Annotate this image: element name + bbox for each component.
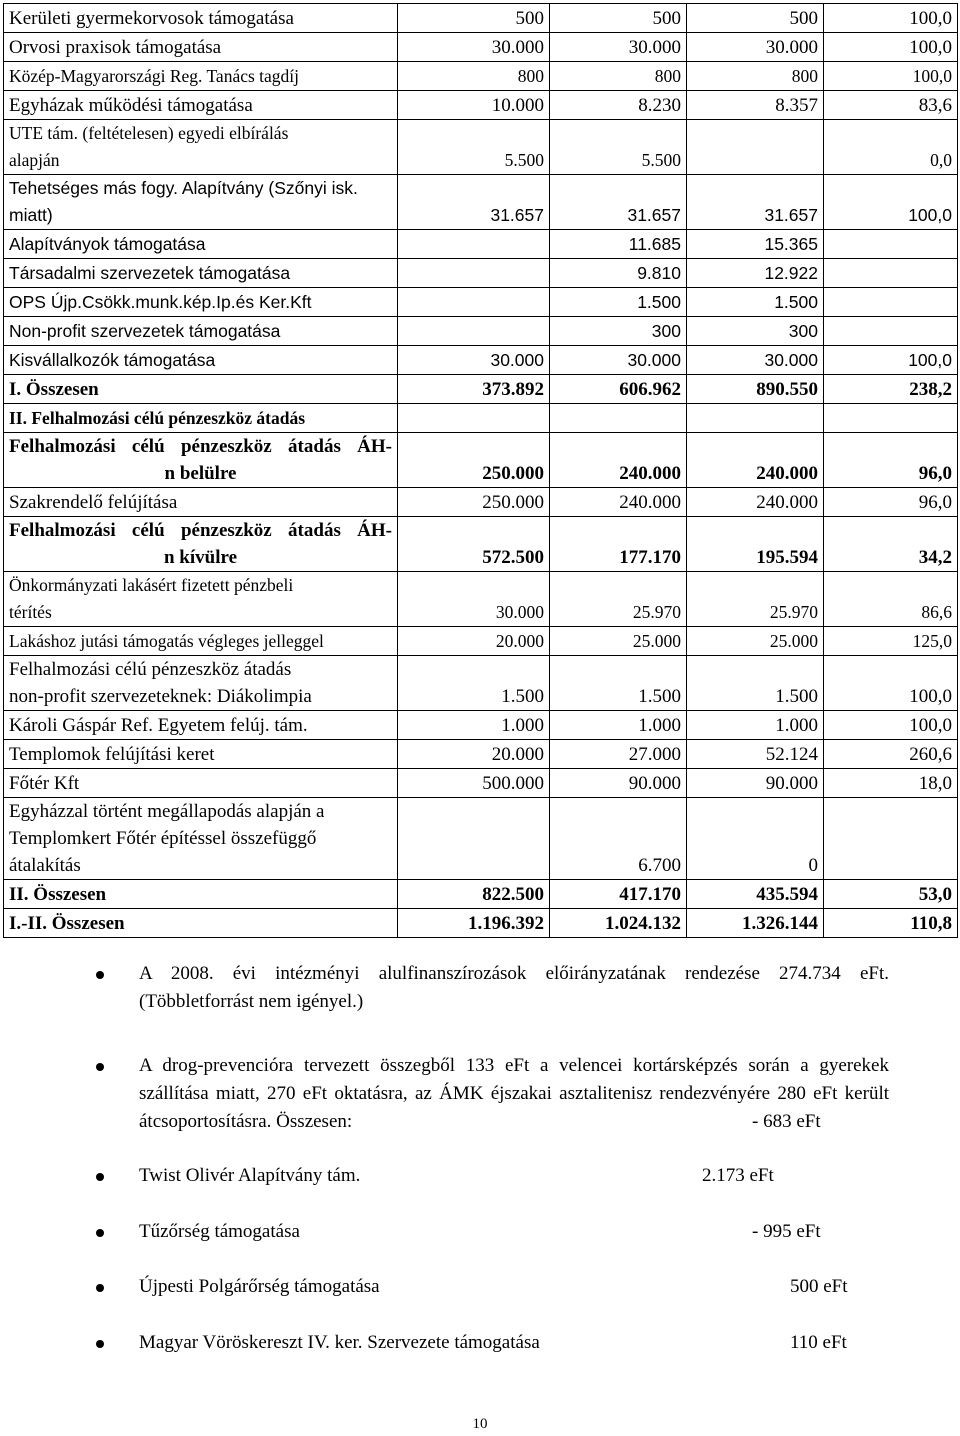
value-cell: 100,0 [824, 346, 958, 375]
row-label [4, 572, 398, 627]
value-cell: 1.500 [687, 288, 824, 317]
bullet-icon [96, 1340, 104, 1348]
budget-table [3, 3, 958, 938]
row-label [4, 517, 398, 572]
value-cell: 30.000 [398, 572, 550, 627]
row-label-line: Kerületi gyermekorvosok támogatása [9, 8, 294, 29]
note-text: A drog-prevencióra tervezett összegből 133 eFt a velencei kortársképzés során a gyerekek szállítása miatt, 270 eFt oktatásra, az ÁMK éjszakai asztalitenisz rendezvényére 280 eFt került átcsoportosításra. Összesen: [139, 1055, 889, 1132]
row-label [4, 259, 398, 288]
value-cell: 1.000 [550, 711, 687, 740]
value-cell: 100,0 [824, 33, 958, 62]
value-cell [550, 404, 687, 433]
value-cell: 25.000 [550, 627, 687, 656]
bullet-icon [96, 1063, 104, 1071]
note-text: Tűzőrség támogatása [139, 1221, 300, 1242]
row-label-line: I.-II. Összesen [9, 913, 125, 934]
row-label [4, 4, 398, 33]
table-row [4, 740, 958, 769]
value-cell: 18,0 [824, 769, 958, 798]
value-cell: 100,0 [824, 62, 958, 91]
value-cell: 100,0 [824, 175, 958, 230]
value-cell: 435.594 [687, 880, 824, 909]
row-label [4, 230, 398, 259]
row-label-line: I. Összesen [9, 379, 99, 400]
row-label [4, 404, 398, 433]
value-cell: 20.000 [398, 627, 550, 656]
value-cell: 30.000 [687, 33, 824, 62]
table-row [4, 656, 958, 711]
value-cell: 5.500 [550, 120, 687, 175]
value-cell: 1.326.144 [687, 909, 824, 938]
value-cell [824, 230, 958, 259]
value-cell [398, 288, 550, 317]
value-cell: 10.000 [398, 91, 550, 120]
note-item [102, 1218, 902, 1246]
note-amount: - 995 eFt [752, 1221, 821, 1242]
value-cell: 9.810 [550, 259, 687, 288]
value-cell: 177.170 [550, 517, 687, 572]
table-row [4, 711, 958, 740]
value-cell [398, 798, 550, 880]
value-cell: 800 [398, 62, 550, 91]
table-row [4, 230, 958, 259]
value-cell: 25.000 [687, 627, 824, 656]
table-row [4, 120, 958, 175]
table-row [4, 62, 958, 91]
page-number: 10 [472, 1416, 488, 1432]
value-cell: 1.000 [398, 711, 550, 740]
value-cell: 6.700 [550, 798, 687, 880]
table-row [4, 769, 958, 798]
value-cell: 300 [687, 317, 824, 346]
row-label-line: Kisvállalkozók támogatása [9, 350, 216, 370]
note-amount: 2.173 eFt [702, 1165, 774, 1186]
value-cell [398, 404, 550, 433]
value-cell: 240.000 [687, 433, 824, 488]
value-cell: 822.500 [398, 880, 550, 909]
row-label [4, 175, 398, 230]
row-label-line: Károli Gáspár Ref. Egyetem felúj. tám. [9, 715, 308, 736]
value-cell: 20.000 [398, 740, 550, 769]
row-label-line: II. Összesen [9, 884, 107, 905]
value-cell: 195.594 [687, 517, 824, 572]
value-cell: 110,8 [824, 909, 958, 938]
table-row [4, 175, 958, 230]
value-cell: 30.000 [550, 33, 687, 62]
value-cell: 1.500 [398, 656, 550, 711]
value-cell: 500 [550, 4, 687, 33]
value-cell: 52.124 [687, 740, 824, 769]
note-item [102, 1273, 902, 1301]
value-cell: 34,2 [824, 517, 958, 572]
value-cell [824, 317, 958, 346]
value-cell: 30.000 [398, 33, 550, 62]
row-label [4, 375, 398, 404]
value-cell: 0 [687, 798, 824, 880]
row-label [4, 656, 398, 711]
value-cell: 96,0 [824, 433, 958, 488]
row-label-line: Egyházzal történt megállapodás alapján a [9, 801, 325, 822]
value-cell: 373.892 [398, 375, 550, 404]
bullet-icon [96, 1173, 104, 1181]
row-label [4, 33, 398, 62]
row-label-line: II. Felhalmozási célú pénzeszköz átadás [9, 408, 306, 428]
value-cell: 100,0 [824, 656, 958, 711]
row-label-line: miatt) [9, 205, 53, 225]
row-label-line: átalakítás [9, 855, 81, 876]
table-row [4, 572, 958, 627]
table-row [4, 91, 958, 120]
row-label [4, 909, 398, 938]
value-cell: 1.196.392 [398, 909, 550, 938]
value-cell: 31.657 [550, 175, 687, 230]
value-cell: 30.000 [687, 346, 824, 375]
note-item [102, 960, 902, 1016]
value-cell: 31.657 [687, 175, 824, 230]
table-row [4, 798, 958, 880]
row-label-line: Szakrendelő felújítása [9, 492, 178, 513]
value-cell: 500.000 [398, 769, 550, 798]
row-label [4, 317, 398, 346]
table-row [4, 517, 958, 572]
value-cell: 260,6 [824, 740, 958, 769]
value-cell: 250.000 [398, 433, 550, 488]
value-cell: 800 [687, 62, 824, 91]
note-amount: 110 eFt [790, 1332, 847, 1353]
value-cell [398, 259, 550, 288]
row-label-line: Lakáshoz jutási támogatás végleges jelleggel [9, 631, 324, 651]
note-amount: 500 eFt [790, 1276, 848, 1297]
note-text: A 2008. évi intézményi alulfinanszírozások előirányzatának rendezése 274.734 eFt. (Többletforrást nem igényel.) [139, 963, 889, 1012]
table-row [4, 346, 958, 375]
value-cell: 125,0 [824, 627, 958, 656]
table-row [4, 317, 958, 346]
row-label-line: Felhalmozási célú pénzeszköz átadás [9, 659, 292, 680]
row-label [4, 769, 398, 798]
note-amount: - 683 eFt [752, 1111, 821, 1132]
value-cell: 12.922 [687, 259, 824, 288]
value-cell [824, 404, 958, 433]
value-cell: 1.000 [687, 711, 824, 740]
value-cell: 890.550 [687, 375, 824, 404]
table-row [4, 4, 958, 33]
table-row [4, 488, 958, 517]
value-cell: 1.500 [550, 288, 687, 317]
table-row [4, 433, 958, 488]
row-label-line: Főtér Kft [9, 773, 80, 794]
row-label-line: Felhalmozási célú pénzeszköz átadás ÁH- [9, 436, 392, 457]
row-label [4, 91, 398, 120]
row-label [4, 433, 398, 488]
bullet-icon [96, 1229, 104, 1237]
row-label-line: Önkormányzati lakásért fizetett pénzbeli [9, 575, 294, 595]
table-row [4, 909, 958, 938]
value-cell: 240.000 [550, 488, 687, 517]
row-label-line: n kívülre [163, 547, 238, 568]
row-label [4, 711, 398, 740]
row-label [4, 62, 398, 91]
value-cell [687, 120, 824, 175]
value-cell: 250.000 [398, 488, 550, 517]
value-cell: 417.170 [550, 880, 687, 909]
value-cell: 240.000 [687, 488, 824, 517]
note-text: Twist Olivér Alapítvány tám. [139, 1165, 361, 1186]
value-cell: 8.230 [550, 91, 687, 120]
row-label-line: Felhalmozási célú pénzeszköz átadás ÁH- [9, 520, 392, 541]
value-cell [824, 288, 958, 317]
value-cell: 30.000 [398, 346, 550, 375]
note-item [102, 1052, 902, 1136]
value-cell: 27.000 [550, 740, 687, 769]
table-row [4, 288, 958, 317]
row-label [4, 488, 398, 517]
row-label [4, 627, 398, 656]
row-label-line: alapján [9, 150, 60, 170]
value-cell: 1.500 [550, 656, 687, 711]
note-item [102, 1162, 902, 1190]
value-cell: 53,0 [824, 880, 958, 909]
row-label-line: Egyházak működési támogatása [9, 95, 253, 116]
value-cell: 0,0 [824, 120, 958, 175]
value-cell [824, 798, 958, 880]
value-cell: 238,2 [824, 375, 958, 404]
value-cell: 90.000 [687, 769, 824, 798]
value-cell [824, 259, 958, 288]
value-cell: 90.000 [550, 769, 687, 798]
value-cell [398, 317, 550, 346]
row-label-line: Társadalmi szervezetek támogatása [9, 263, 291, 283]
value-cell: 25.970 [550, 572, 687, 627]
row-label-line: Orvosi praxisok támogatása [9, 37, 222, 58]
value-cell [398, 230, 550, 259]
value-cell: 31.657 [398, 175, 550, 230]
row-label-line: Templomkert Főtér építéssel összefüggő [9, 828, 317, 849]
row-label-line: térítés [9, 602, 52, 622]
row-label-line: Non-profit szervezetek támogatása [9, 321, 281, 341]
value-cell: 500 [398, 4, 550, 33]
row-label-line: OPS Újp.Csökk.munk.kép.Ip.és Ker.Kft [9, 292, 312, 312]
value-cell: 5.500 [398, 120, 550, 175]
value-cell: 30.000 [550, 346, 687, 375]
value-cell: 11.685 [550, 230, 687, 259]
table-row [4, 404, 958, 433]
row-label-line: non-profit szervezeteknek: Diákolimpia [9, 686, 312, 707]
row-label [4, 740, 398, 769]
row-label [4, 346, 398, 375]
value-cell: 100,0 [824, 4, 958, 33]
value-cell: 800 [550, 62, 687, 91]
row-label [4, 880, 398, 909]
value-cell: 1.500 [687, 656, 824, 711]
table-row [4, 627, 958, 656]
table-body [4, 4, 958, 938]
value-cell [687, 404, 824, 433]
row-label-line: n belülre [164, 463, 237, 484]
note-text: Újpesti Polgárőrség támogatása [139, 1276, 380, 1297]
row-label-line: Tehetséges más fogy. Alapítvány (Szőnyi isk. [9, 178, 358, 198]
value-cell: 96,0 [824, 488, 958, 517]
table-row [4, 259, 958, 288]
value-cell: 83,6 [824, 91, 958, 120]
table-row [4, 375, 958, 404]
value-cell: 86,6 [824, 572, 958, 627]
row-label [4, 120, 398, 175]
table-row [4, 880, 958, 909]
bullet-icon [96, 971, 104, 979]
value-cell: 240.000 [550, 433, 687, 488]
value-cell: 25.970 [687, 572, 824, 627]
bullet-icon [96, 1284, 104, 1292]
value-cell: 8.357 [687, 91, 824, 120]
value-cell: 15.365 [687, 230, 824, 259]
value-cell: 606.962 [550, 375, 687, 404]
row-label-line: Közép-Magyarországi Reg. Tanács tagdíj [9, 66, 300, 86]
row-label [4, 288, 398, 317]
row-label [4, 798, 398, 880]
value-cell: 500 [687, 4, 824, 33]
row-label-line: UTE tám. (feltételesen) egyedi elbírálás [9, 123, 289, 143]
table-row [4, 33, 958, 62]
note-item [102, 1329, 902, 1357]
value-cell: 1.024.132 [550, 909, 687, 938]
value-cell: 300 [550, 317, 687, 346]
note-text: Magyar Vöröskereszt IV. ker. Szervezete támogatása [139, 1332, 540, 1353]
value-cell: 572.500 [398, 517, 550, 572]
row-label-line: Alapítványok támogatása [9, 234, 206, 254]
row-label-line: Templomok felújítási keret [9, 744, 215, 765]
value-cell: 100,0 [824, 711, 958, 740]
